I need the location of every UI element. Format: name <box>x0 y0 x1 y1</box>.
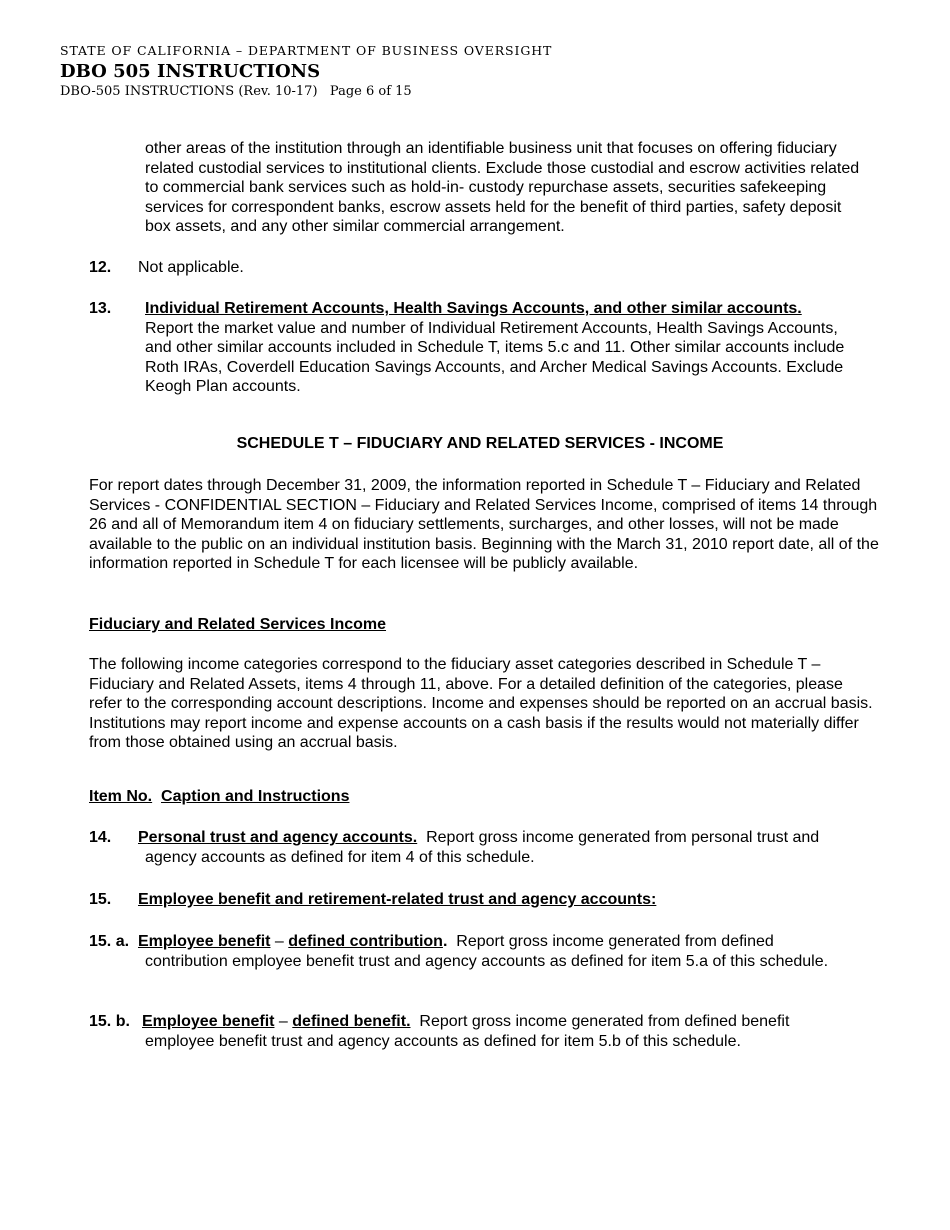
schedule-heading: SCHEDULE T – FIDUCIARY AND RELATED SERVICES - INCOME <box>236 435 724 452</box>
item-15a-number: 15. a. <box>89 933 130 950</box>
item-12-text: Not applicable. <box>138 259 244 276</box>
item-15a-text-rest: contribution employee benefit trust and agency accounts as defined for item 5.a of this schedule. <box>145 953 829 970</box>
item-caption-header <box>89 787 349 807</box>
item-15b-number: 15. b. <box>89 1013 130 1030</box>
item-no-header: Item No. <box>89 788 153 805</box>
item-15b-text-rest: employee benefit trust and agency accounts as defined for item 5.b of this schedule. <box>145 1033 741 1050</box>
continuation-paragraph: other areas of the institution through an identifiable business unit that focuses on offering fiduciary related custodial services to institutional clients. Exclude those custodial and escrow activities related to commercial bank services such as hold-in- custody repurchase assets, securities safekeeping services for correspondent banks, escrow assets held for the benefit of third parties, safety deposit box assets, and any other similar commercial arrangement. <box>145 140 860 236</box>
item-15a-line1 <box>138 932 878 952</box>
agency-name: STATE OF CALIFORNIA – DEPARTMENT OF BUSINESS OVERSIGHT <box>60 43 553 58</box>
item-14-caption: Personal trust and agency accounts. <box>138 829 418 846</box>
document-title: DBO 505 INSTRUCTIONS <box>60 61 321 82</box>
item-15-caption: Employee benefit and retirement-related trust and agency accounts: <box>138 891 657 908</box>
item-15a-dash: – <box>270 933 289 950</box>
income-paragraph: The following income categories correspond to the fiduciary asset categories described in Schedule T – Fiduciary and Related Assets, items 4 through 11, above. For a detailed definition of the categories, please refer to the corresponding account descriptions. Income and expenses should be reported on an accrual basis. Institutions may report income and expense accounts on a cash basis if the results would not materially differ from those obtained using an accrual basis. <box>89 656 873 752</box>
item-15-number: 15. <box>89 891 112 908</box>
item-13-text: Report the market value and number of Individual Retirement Accounts, Health Savings Accounts, and other similar accounts included in Schedule T, items 5.c and 11. Other similar accounts include Roth IRAs, Coverdell Education Savings Accounts, and Archer Medical Savings Accounts. Exclude Keogh Plan accounts. <box>145 319 845 396</box>
item-13-body <box>145 299 857 397</box>
income-heading: Fiduciary and Related Services Income <box>89 616 387 633</box>
item-13-caption: Individual Retirement Accounts, Health Savings Accounts, and other similar accounts. <box>145 300 802 317</box>
item-14-line1 <box>138 828 878 848</box>
revision-page: DBO-505 INSTRUCTIONS (Rev. 10-17) Page 6 of 15 <box>60 84 412 99</box>
item-14-number: 14. <box>89 829 112 846</box>
schedule-paragraph: For report dates through December 31, 2009, the information reported in Schedule T – Fiduciary and Related Services - CONFIDENTIAL SECTION – Fiduciary and Related Services Income, comprised of items 14 through 26 and all of Memorandum item 4 on fiduciary settlements, surcharges, and other losses, will not be made available to the public on an individual institution basis. Beginning with the March 31, 2010 report date, all of the information reported in Schedule T for each licensee will be publicly available. <box>89 477 879 573</box>
item-15b-dash: – <box>274 1013 293 1030</box>
item-14-text-rest: agency accounts as defined for item 4 of this schedule. <box>145 849 535 866</box>
item-15b-caption-1: Employee benefit <box>142 1013 275 1030</box>
item-14-text-first: Report gross income generated from personal trust and <box>426 829 820 846</box>
item-15b-line1 <box>142 1012 882 1032</box>
item-13-number: 13. <box>89 300 112 317</box>
item-15a-caption-1: Employee benefit <box>138 933 271 950</box>
caption-header: Caption and Instructions <box>161 788 350 805</box>
item-15a-caption-2: defined contribution <box>288 933 443 950</box>
item-15b-text-first: Report gross income generated from defined benefit <box>419 1013 790 1030</box>
item-12-number: 12. <box>89 259 112 276</box>
item-15a-period: . <box>442 933 448 950</box>
item-15a-text-first: Report gross income generated from defined <box>456 933 774 950</box>
item-15b-caption-2: defined benefit. <box>292 1013 411 1030</box>
